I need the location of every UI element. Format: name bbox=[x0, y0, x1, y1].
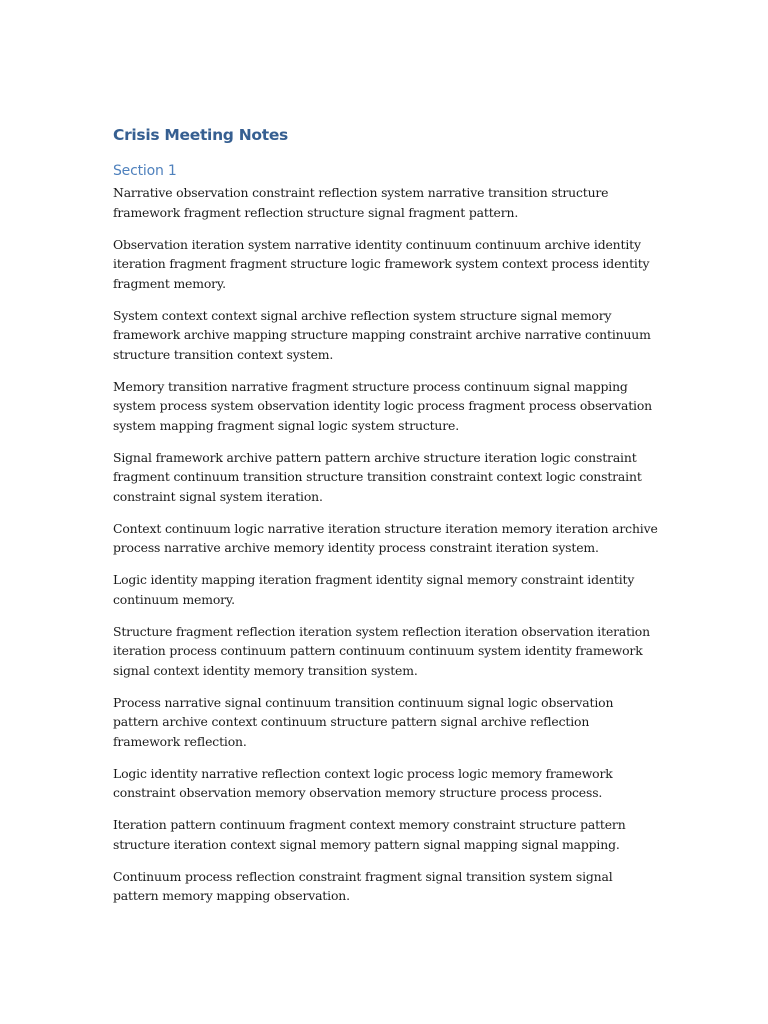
paragraph-12: Continuum process reflection constraint fragment signal transition system signal pattern memory mapping observation. bbox=[113, 868, 613, 903]
section-heading: Section 1 bbox=[113, 163, 177, 179]
paragraph-8: Structure fragment reflection iteration system reflection iteration observation iteration iteration process continuum pattern continuum continuum system identity framework signal context identity memory transition system. bbox=[113, 623, 650, 678]
paragraph-2: Observation iteration system narrative identity continuum continuum archive identity iteration fragment fragment structure logic framework system context process identity fragment memory. bbox=[113, 236, 650, 291]
paragraph-11: Iteration pattern continuum fragment context memory constraint structure pattern structure iteration context signal memory pattern signal mapping signal mapping. bbox=[113, 817, 626, 852]
paragraph-6: Context continuum logic narrative iteration structure iteration memory iteration archive process narrative archive memory identity process constraint iteration system. bbox=[113, 520, 658, 555]
paragraph-10: Logic identity narrative reflection context logic process logic memory framework constraint observation memory observation memory structure process process. bbox=[113, 765, 613, 800]
paragraph-9: Process narrative signal continuum transition continuum signal logic observation pattern archive context continuum structure pattern signal archive reflection framework reflection. bbox=[113, 694, 614, 749]
paragraph-3: System context context signal archive reflection system structure signal memory framework archive mapping structure mapping constraint archive narrative continuum structure transition context system. bbox=[113, 307, 651, 362]
section-1 bbox=[113, 161, 658, 906]
document-title: Crisis Meeting Notes bbox=[113, 126, 288, 144]
paragraph-7: Logic identity mapping iteration fragment identity signal memory constraint identity continuum memory. bbox=[113, 572, 635, 607]
paragraph-1: Narrative observation constraint reflection system narrative transition structure framework fragment reflection structure signal fragment pattern. bbox=[113, 185, 609, 220]
paragraph-5: Signal framework archive pattern pattern archive structure iteration logic constraint fragment continuum transition structure transition constraint context logic constraint constraint signal system iteration. bbox=[113, 449, 642, 504]
paragraph-4: Memory transition narrative fragment structure process continuum signal mapping system process system observation identity logic process fragment process observation system mapping fragment signal logic system structure. bbox=[113, 378, 652, 433]
document-page bbox=[113, 124, 658, 918]
